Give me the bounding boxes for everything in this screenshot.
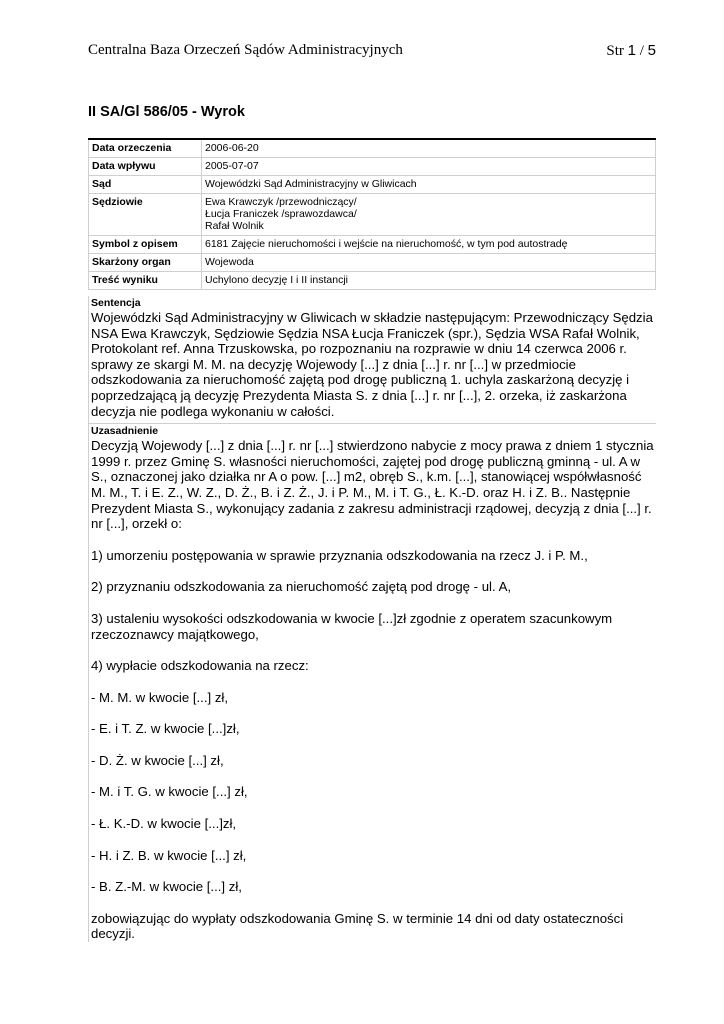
uzasadnienie-paragraph: - B. Z.-M. w kwocie [...] zł, — [91, 879, 242, 895]
meta-row-date-received — [89, 158, 656, 176]
meta-label: Data wpływu — [89, 158, 202, 176]
metadata-table — [88, 138, 656, 290]
sentencja-text: Wojewódzki Sąd Administracyjny w Gliwicach w składzie następującym: Przewodniczący Sędzia NSA Ewa Krawczyk, Sędziowie Sędzia NSA Łucja Franiczek (spr.), Sędzia WSA Rafał Wolnik, Protokolant ref. Anna Trzuskowska, po rozpoznaniu na rozprawie w dniu 14 czerwca 2006 r. sprawy ze skargi M. M. na decyzję Wojewody [...] z dnia [...] r. nr [...] w przedmiocie odszkodowania za nieruchomość zajętą pod drogę publiczną 1. uchyla zaskarżoną decyzję i poprzedzającą ją decyzję Prezydenta Miasta S. z dnia [...] r. nr [...], 2. orzeka, iż zaskarżona decyzja nie podlega wykonaniu w całości. — [91, 310, 653, 419]
sentencja-label: Sentencja — [91, 297, 141, 309]
meta-label: Skarżony organ — [89, 254, 202, 272]
uzasadnienie-paragraph: 3) ustaleniu wysokości odszkodowania w kwocie [...]zł zgodnie z operatem szacunkowym rzeczoznawcy majątkowego, — [91, 610, 613, 642]
meta-row-symbol — [89, 236, 656, 254]
meta-label: Treść wyniku — [89, 272, 202, 290]
page-header — [88, 42, 656, 64]
page-prefix: Str — [606, 43, 624, 59]
meta-value: Wojewódzki Sąd Administracyjny w Gliwicach — [202, 176, 656, 194]
meta-row-court — [89, 176, 656, 194]
page-number — [606, 42, 656, 60]
meta-label: Data orzeczenia — [89, 139, 202, 158]
meta-label: Symbol z opisem — [89, 236, 202, 254]
judge-line: Rafał Wolnik — [205, 220, 264, 232]
meta-label: Sąd — [89, 176, 202, 194]
uzasadnienie-paragraph: zobowiązując do wypłaty odszkodowania Gminę S. w terminie 14 dni od daty ostateczności decyzji. — [91, 910, 624, 942]
page-current: 1 — [627, 42, 636, 59]
meta-row-judges — [89, 194, 656, 236]
meta-value: 2005-07-07 — [202, 158, 656, 176]
page-separator: / — [639, 43, 644, 59]
meta-value — [202, 194, 656, 236]
uzasadnienie-paragraph: - E. i T. Z. w kwocie [...]zł, — [91, 721, 240, 737]
judge-line: Łucja Franiczek /sprawozdawca/ — [205, 208, 357, 220]
uzasadnienie-paragraph: Decyzją Wojewody [...] z dnia [...] r. nr [...] stwierdzono nabycie z mocy prawa z dniem 1 stycznia 1999 r. przez Gminę S. własności nieruchomości, zajętej pod drogę publiczną gminną - ul. A w S., oznaczonej jako działka nr A o pow. [...] m2, obręb S., k.m. [...], stanowiącej współwłasność M. M., T. i E. Z., W. Z., D. Ż., B. i Z. Ż., J. i P. M., M. i T. G., Ł. K.-D. oraz H. i Z. B.. Następnie Prezydent Miasta S., wykonujący zadania z zakresu administracji rządowej, decyzją z dnia [...] r. nr [...], orzekł o: — [91, 438, 654, 532]
uzasadnienie-paragraph: - Ł. K.-D. w kwocie [...]zł, — [91, 816, 237, 832]
uzasadnienie-paragraph: - M. i T. G. w kwocie [...] zł, — [91, 784, 248, 800]
uzasadnienie-paragraph: - H. i Z. B. w kwocie [...] zł, — [91, 847, 247, 863]
document-title: II SA/Gl 586/05 - Wyrok — [88, 104, 245, 120]
meta-row-result — [89, 272, 656, 290]
document-body — [88, 296, 656, 942]
meta-value: Uchylono decyzję I i II instancji — [202, 272, 656, 290]
meta-value: 6181 Zajęcie nieruchomości i wejście na nieruchomość, w tym pod autostradę — [202, 236, 656, 254]
uzasadnienie-paragraph: - M. M. w kwocie [...] zł, — [91, 689, 229, 705]
meta-row-authority — [89, 254, 656, 272]
judge-line: Ewa Krawczyk /przewodniczący/ — [205, 196, 357, 208]
page-total: 5 — [647, 42, 656, 59]
uzasadnienie-paragraph: - D. Ż. w kwocie [...] zł, — [91, 752, 224, 768]
uzasadnienie-paragraph: 4) wypłacie odszkodowania na rzecz: — [91, 658, 309, 674]
meta-value: 2006-06-20 — [202, 139, 656, 158]
meta-row-date-judgment — [89, 139, 656, 158]
uzasadnienie-label: Uzasadnienie — [89, 423, 656, 438]
meta-value: Wojewoda — [202, 254, 656, 272]
site-title: Centralna Baza Orzeczeń Sądów Administracyjnych — [88, 42, 403, 58]
uzasadnienie-paragraph: 2) przyznaniu odszkodowania za nieruchomość zajętą pod drogę - ul. A, — [91, 579, 512, 595]
meta-label: Sędziowie — [89, 194, 202, 236]
uzasadnienie-paragraph: 1) umorzeniu postępowania w sprawie przyznania odszkodowania na rzecz J. i P. M., — [91, 547, 588, 563]
